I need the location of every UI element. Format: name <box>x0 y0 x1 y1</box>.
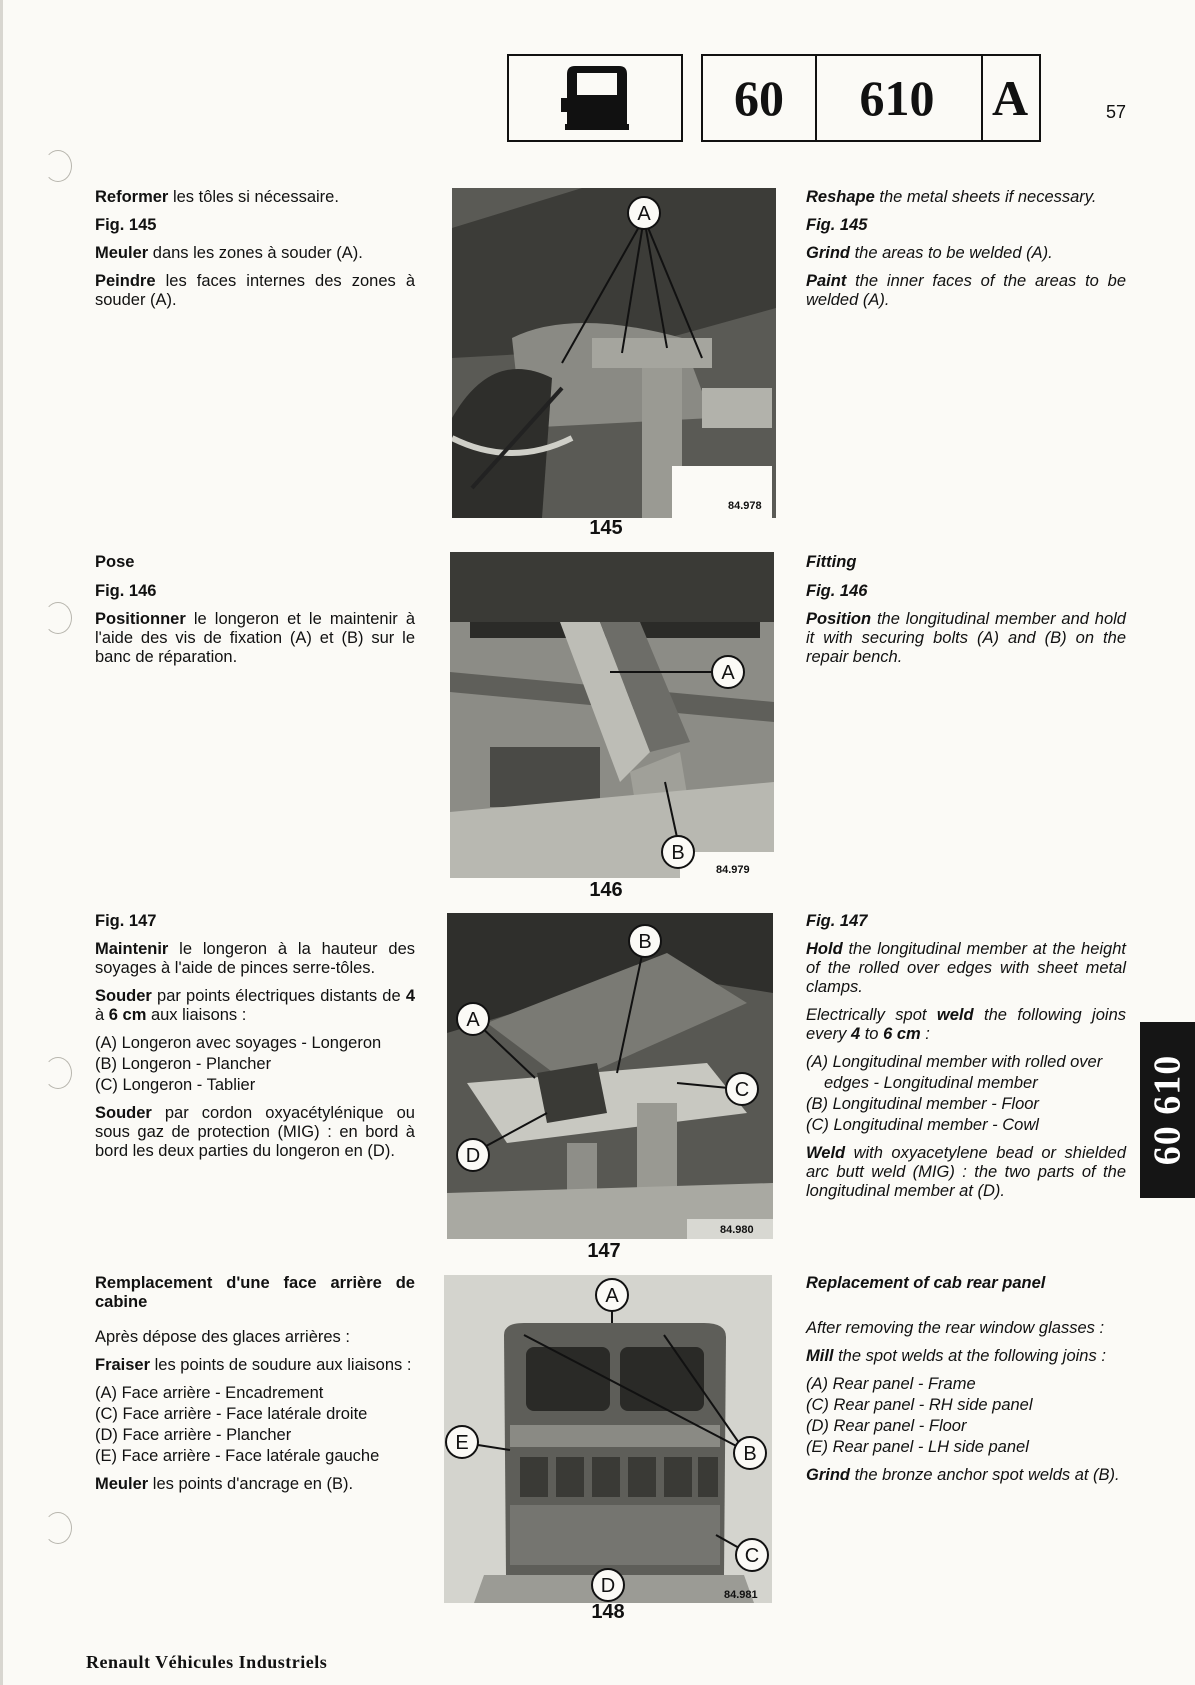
callout-a-label: A <box>605 1285 619 1307</box>
publisher-footer: Renault Véhicules Industriels <box>86 1652 328 1672</box>
en-text-147: Fig. 147 Hold the longitudinal member at the height of the rolled over edges with sheet metal clamps. Electrically spot weld the following joins every 4 to 6 cm : (A) Longitudinal member with rolled over edges - Longitudinal member (B) Longitudinal member - Floor (C) Longitudinal member - Cowl Weld with oxyacetylene bead or shielded arc butt weld (MIG) : the two parts of the longitudinal member at (D). <box>806 912 1126 1200</box>
fr-text-147: Fig. 147 Maintenir le longeron à la hauteur des soyages à l'aide de pinces serre-tôles. Souder par points électriques distants de 4 à 6 cm aux liaisons : (A) Longeron avec soyages - Longeron (B) Longeron - Plancher (C) Longeron - Tablier Souder par cordon oxyacétylénique ou sous gaz de protection (MIG) : en bord à bord les deux parties du longeron en (D). <box>95 912 415 1160</box>
callout-a-label: A <box>637 203 651 225</box>
figure-148-code: 84.981 <box>724 1589 758 1601</box>
callout-d-label: D <box>600 1575 616 1597</box>
list-item: (A) Rear panel - Frame <box>806 1375 976 1393</box>
figure-145-number: 145 <box>589 517 623 539</box>
figure-146-code: 84.979 <box>716 864 750 876</box>
fr-text-148: Remplacement d'une face arrière de cabine Après dépose des glaces arrières : Fraiser les points de soudure aux liaisons : (A) Face arrière - Encadrement (C) Face arrière - Face latérale droite (D) Face arrière - Plancher (E) Face arrière - Face latérale gauche Meuler les points d'ancrage en (B). <box>95 1274 415 1493</box>
en-text-145: Reshape the metal sheets if necessary. Fig. 145 Grind the areas to be welded (A). Paint the inner faces of the areas to be welded (A). <box>806 188 1126 309</box>
list-item: (C) Longeron - Tablier <box>95 1076 256 1094</box>
list-item: (C) Rear panel - RH side panel <box>806 1396 1033 1414</box>
punch-hole-mark <box>44 602 72 634</box>
list-item: (D) Face arrière - Plancher <box>95 1426 292 1444</box>
list-item: (C) Face arrière - Face latérale droite <box>95 1405 368 1423</box>
en-text-148: Replacement of cab rear panel After removing the rear window glasses : Mill the spot welds at the following joins : (A) Rear panel - Frame (C) Rear panel - RH side panel (D) Rear panel - Floor (E) Rear panel - LH side panel Grind the bronze anchor spot welds at (B). <box>806 1274 1126 1494</box>
list-item: (A) Face arrière - Encadrement <box>95 1384 324 1402</box>
binding-edge <box>0 0 3 1685</box>
list-item: (A) Longeron avec soyages - Longeron <box>95 1034 382 1052</box>
list-item: (D) Rear panel - Floor <box>806 1417 967 1435</box>
figure-147-number: 147 <box>587 1240 621 1262</box>
fr-text-146: Pose Fig. 146 Positionner le longeron et le maintenir à l'aide des vis de fixation (A) et (B) sur le banc de réparation. <box>95 553 415 666</box>
en-text-146: Fitting Fig. 146 Position the longitudinal member and hold it with securing bolts (A) and (B) on the repair bench. <box>806 553 1126 666</box>
figure-145-photo <box>452 188 776 518</box>
list-item: (E) Face arrière - Face latérale gauche <box>95 1447 380 1465</box>
list-item: (A) Longitudinal member with rolled over <box>806 1053 1103 1071</box>
header-icon-box <box>507 54 683 142</box>
list-item: (B) Longitudinal member - Floor <box>806 1095 1039 1113</box>
subsection-code: 610 <box>813 54 983 142</box>
truck-cab-icon <box>509 56 681 140</box>
section-code: 60 <box>701 54 817 142</box>
list-item: edges - Longitudinal member <box>824 1074 1038 1092</box>
callout-c-label: C <box>734 1079 750 1101</box>
figure-146-number: 146 <box>589 879 623 901</box>
callout-b-label: B <box>671 842 685 864</box>
punch-hole-mark <box>44 1057 72 1089</box>
fr-text-145: Reformer les tôles si nécessaire. Fig. 145 Meuler dans les zones à souder (A). Peindre les faces internes des zones à souder (A). <box>95 188 415 309</box>
list-item: (E) Rear panel - LH side panel <box>806 1438 1029 1456</box>
callout-b-label: B <box>638 931 652 953</box>
callout-b-label: B <box>743 1443 757 1465</box>
figure-145-code: 84.978 <box>728 500 762 512</box>
figure-148-photo <box>444 1275 772 1603</box>
variant-code: A <box>981 54 1041 142</box>
figure-147-photo <box>447 913 773 1239</box>
figure-147-code: 84.980 <box>720 1224 754 1236</box>
section-side-tab: 60 610 <box>1140 1022 1195 1198</box>
punch-hole-mark <box>44 150 72 182</box>
page-number: 57 <box>1106 102 1127 122</box>
callout-d-label: D <box>465 1145 481 1167</box>
callout-e-label: E <box>455 1432 469 1454</box>
figure-148-number: 148 <box>591 1601 625 1623</box>
figure-146-photo <box>450 552 774 878</box>
callout-a-label: A <box>721 662 735 684</box>
list-item: (C) Longitudinal member - Cowl <box>806 1116 1039 1134</box>
list-item: (B) Longeron - Plancher <box>95 1055 272 1073</box>
callout-c-label: C <box>744 1545 760 1567</box>
punch-hole-mark <box>44 1512 72 1544</box>
callout-a-label: A <box>466 1009 480 1031</box>
